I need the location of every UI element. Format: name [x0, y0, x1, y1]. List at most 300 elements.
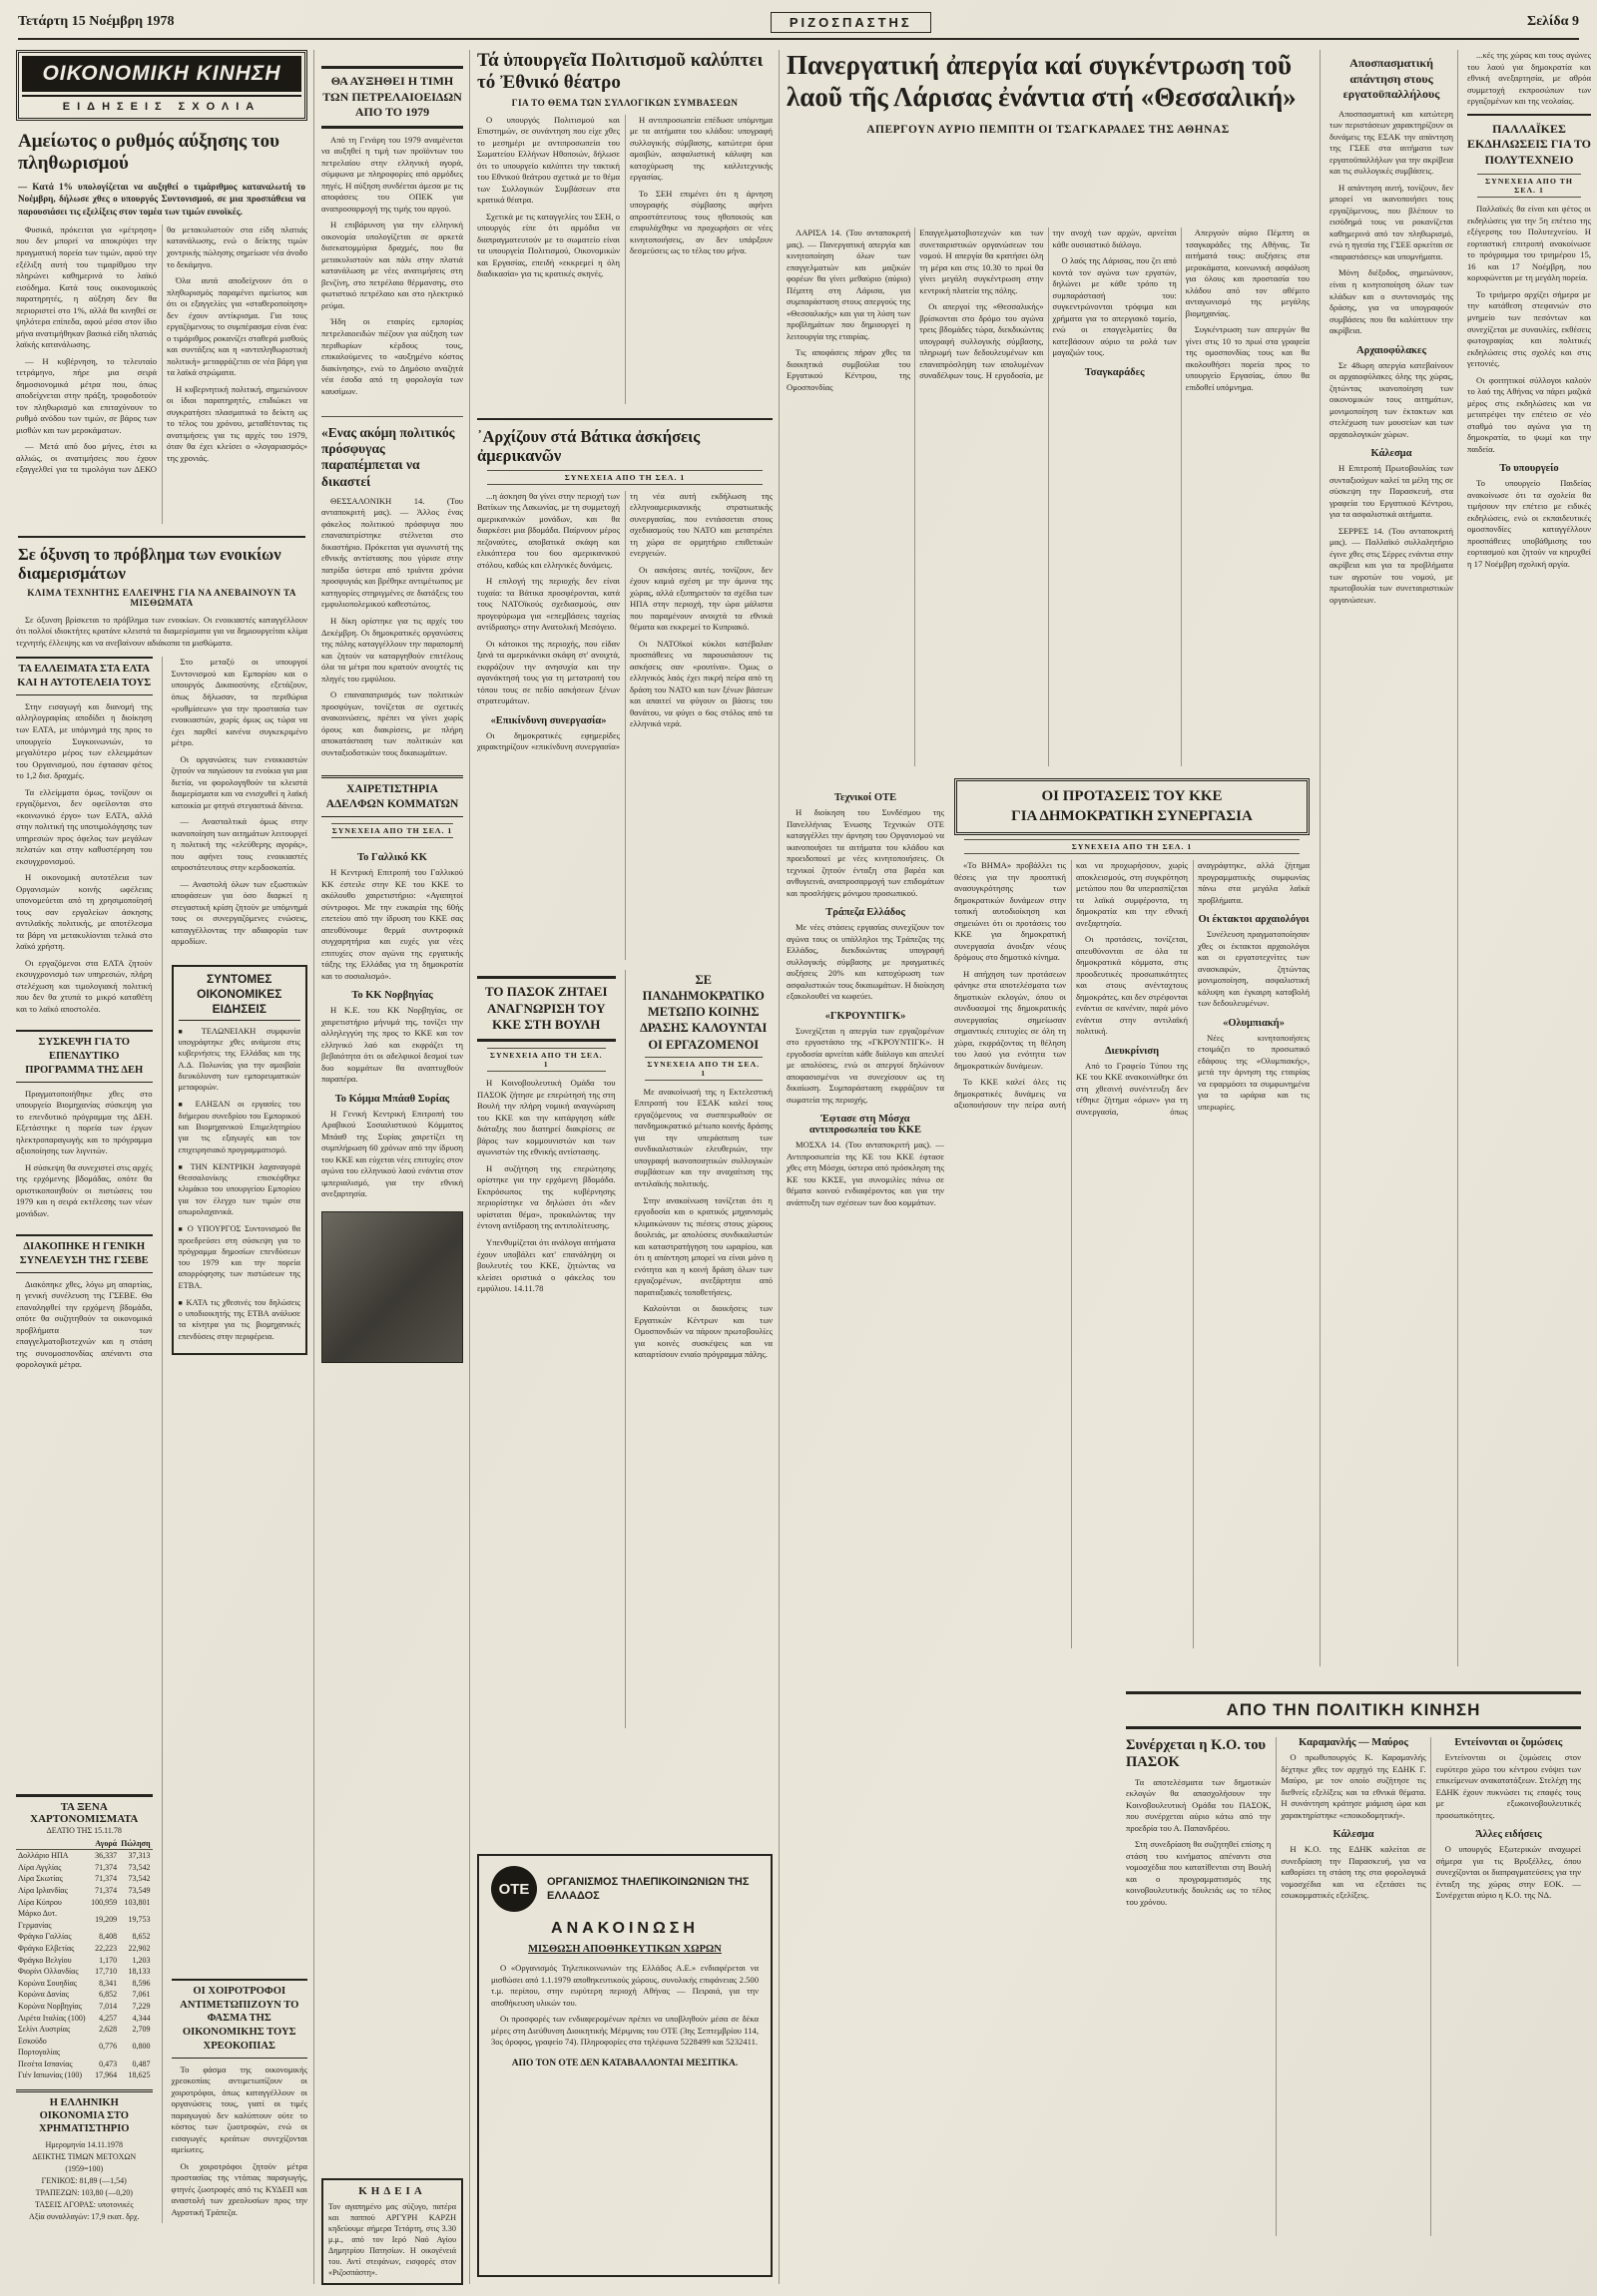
labor-news-strip — [787, 784, 944, 2275]
table-row — [16, 1966, 153, 1978]
greetings-section — [321, 990, 463, 1086]
fx-col-sell: Πώληση — [121, 1839, 151, 1849]
paragraph: — Η κυβέρνηση, το τελευταίο τετράμηνο, πήρε μια σειρά δημοσιονομικά μέτρα που, όπως αποδείχνεται στην πράξη, τροφοδοτούν τον πληθωρισμό και επιταχύνουν το ρυθμό ανόδου των τιμών, σε βάρος των μισθών και των μεροκάματων. — [16, 355, 157, 435]
article-theatre-kicker: ΓΙΑ ΤΟ ΘΕΜΑ ΤΩΝ ΣΥΛΛΟΓΙΚΩΝ ΣΥΜΒΑΣΕΩΝ — [511, 98, 739, 109]
article-rents-continued — [172, 657, 308, 952]
fx-currency-name: Κορώνα Νορβηγίας — [18, 2001, 82, 2011]
paragraph: Νέες κινητοποιήσεις ετοιμάζει το προσωπικό εδάφους της «Ολυμπιακής», μετά την άρνηση της εταιρίας να εφαρμόσει τα συμφωνημένα για τα ωράρια και τις υπερωρίες. — [1198, 1032, 1310, 1112]
list-item: ■ ΤΕΛΩΝΕΙΑΚΗ συμφωνία υπογράφτηκε χθες ανάμεσα στις κυβερνήσεις της Ελλάδας και της Λ.Δ. Πολωνίας για την αμοιβαία διευκόλυνση των εμπορευματικών μεταφορών. — [179, 1026, 301, 1094]
article-theatre-body — [477, 115, 773, 404]
section-head: Άλλες ειδήσεις — [1475, 1829, 1542, 1841]
strike-subhead: Τσαγκαράδες — [1084, 366, 1145, 378]
fx-table-rows — [16, 1850, 153, 2081]
paragraph: ΣΕΡΡΕΣ 14. (Του ανταποκριτή μας). — Παλλαϊκό συλλαλητήριο έγινε χθες στις Σέρρες ενάντια στην ακρίβεια και για τα προβλήματα των αγροτών του νομού, με πρωτοβουλία των συνεταιριστικών οργανώσεων. — [1330, 525, 1453, 605]
fx-currency-name: Λιρέτα Ιταλίας (100) — [18, 2013, 86, 2023]
paragraph: Στην ανακοίνωση τονίζεται ότι η εργοδοσία και ο κρατικός μηχανισμός κλιμακώνουν τις πιέσεις στους χώρους δουλειάς, με απολύσεις συνδικαλιστών και καταστρατήγηση του ωραρίου, και ότι η απάντηση μπορεί να είναι μόνο η ενότητα και η κοινή δράση όλων των εργαζομένων, ανεξάρτητα από παραταξιακές τοποθετήσεις. — [634, 1194, 773, 1297]
page-number: Σελίδα 9 — [1527, 14, 1579, 29]
masthead: ΡΙΖΟΣΠΑΣΤΗΣ — [771, 12, 931, 33]
article-pigfarmers — [172, 1969, 308, 2224]
funeral-title: ΚΗΔΕΙΑ — [358, 2184, 426, 2197]
article-pigfarmers-title: ΟΙ ΧΟΙΡΟΤΡΟΦΟΙ ΑΝΤΙΜΕΤΩΠΙΖΟΥΝ ΤΟ ΦΑΣΜΑ ΤΗΣ ΟΙΚΟΝΟΜΙΚΗΣ ΤΟΥΣ ΧΡΕΟΚΟΠΙΑΣ — [172, 1979, 308, 2059]
article-pigfarmers-body — [172, 2065, 308, 2219]
article-inflation-body — [16, 225, 307, 524]
paragraph: Η απάντηση αυτή, τονίζουν, δεν μπορεί να ικανοποιήσει τους εργαζόμενους, που βλέπουν το εισόδημά τους να ροκανίζεται καθημερινά από τον πληθωρισμό, ενώ η ηγεσία της ΓΣΕΕ αρκείται σε «παραστάσεις» και υπομνήματα. — [1330, 182, 1453, 261]
reply-paragraphs — [1330, 109, 1453, 337]
paragraph: Ο λαός της Λάρισας, που ζει από κοντά τον αγώνα των εργατών, δηλώνει με κάθε τρόπο τη συμπαράστασή του: συγκεντρώνονται τρόφιμα και χρήματα για το απεργιακό ταμείο, ενώ οι επαγγελματίες θα κατεβάσουν αύριο τα ρολά των μαγαζιών τους. — [1052, 255, 1177, 358]
article-refugee-title: «Ενας ακόμη πολιτικός πρόσφυγας παραπέμπεται να δικαστεί — [321, 416, 463, 490]
table-row — [16, 1873, 153, 1885]
paragraph: Πραγματοποιήθηκε χθες στο υπουργείο Βιομηχανίας σύσκεψη για το επενδυτικό πρόγραμμα της ΔΕΗ. Εξετάστηκε η πορεία των έργων ηλεκτροπαραγωγής και το πρόγραμμα αξιοποίησης των λιγνιτών. — [16, 1088, 153, 1156]
paragraph: — Αναστολή όλων των εξωστικών αποφάσεων για όσο διαρκεί η στεγαστική κρίση ζητούν με υπόμνημά τους οι συνεργαζόμενες ενώσεις, καταγγέλλοντας την αδιαφορία των αρμοδίων. — [171, 878, 307, 947]
paragraph: Οι εργαζόμενοι στα ΕΛΤΑ ζητούν εκσυγχρονισμό των υπηρεσιών, πλήρη στελέχωση και τιμολογιακή πολιτική που δεν θα χτυπά το μικρό καταθέτη και το λαϊκό αποστολέα. — [16, 957, 153, 1014]
paragraph: — Μετά από δυο μήνες, έτσι κι αλλιώς, οι ανατιμήσεις που έχουν εξαγγελθεί για τα τιμολόγια των ΔΕΚΟ θα μετακυλιστούν στα είδη πλατιάς κατανάλωσης, ενώ ο δείκτης τιμών χοντρικής πώλησης σημείωσε νέα άνοδο το δεκάμηνο. — [16, 224, 307, 475]
article-gsebe-title: ΔΙΑΚΟΠΗΚΕ Η ΓΕΝΙΚΗ ΣΥΝΕΛΕΥΣΗ ΤΗΣ ΓΣΕΒΕ — [16, 1234, 153, 1273]
fx-col-buy: Αγορά — [89, 1838, 119, 1850]
funeral-notice — [321, 2178, 463, 2285]
article-pasok-title: ΤΟ ΠΑΣΟΚ ΖΗΤΑΕΙ ΑΝΑΓΝΩΡΙΣΗ ΤΟΥ ΚΚΕ ΣΤΗ ΒΟΥΛΗ — [477, 976, 616, 1043]
article-polytechnio-title: ΠΑΛΛΑΪΚΕΣ ΕΚΔΗΛΩΣΕΙΣ ΓΙΑ ΤΟ ΠΟΛΥΤΕΧΝΕΙΟ — [1467, 114, 1591, 169]
paragraph: ΛΑΡΙΣΑ 14. (Του ανταποκριτή μας). — Πανεργατική απεργία και κινητοποίηση όλων των επαγγελματιών και μαζικών φορέων θα γίνει μεθαύριο (αύριο) Πέμπτη στη Λάρισα, για συμπαράσταση στους απεργούς της «Θεσσαλικής» και για τη λύση των προβλημάτων που δημιουργεί η λειτουργία της εταιρίας. — [787, 228, 911, 341]
continued-from-page-1: ΣΥΝΕΧΕΙΑ ΑΠΟ ΤΗ ΣΕΛ. 1 — [1477, 174, 1581, 198]
fx-sell-value: 8,652 — [132, 1932, 151, 1942]
article-elta-body — [16, 701, 153, 1020]
economic-banner-title: ΟΙΚΟΝΟΜΙΚΗ ΚΙΝΗΣΗ — [22, 56, 301, 92]
kke-section — [1198, 914, 1310, 1010]
paragraph: Η Επιτροπή Πρωτοβουλίας των συνταξιούχων καλεί τα μέλη της σε σύσκεψη την Παρασκευή, στα γραφεία του Εργατικού Κέντρου, για τα ασφαλιστικά αιτήματα. — [1330, 463, 1453, 520]
article-oil-title: ΘΑ ΑΥΞΗΘΕΙ Η ΤΙΜΗ ΤΩΝ ΠΕΤΡΕΛΑΙΟΕΙΔΩΝ ΑΠΟ ΤΟ 1979 — [321, 66, 463, 129]
paragraph: Ήδη οι εταιρίες εμπορίας πετρελαιοειδών πιέζουν για αύξηση των περιθωρίων κέρδους τους, επικαλούμενες το «αυξημένο κόστος διακίνησης», ενώ το Δημόσιο αναζητά νέα έσοδα από τη φορολογία των καυσίμων. — [321, 316, 463, 396]
article-pasok-body — [477, 1078, 616, 1294]
page-header — [18, 6, 1579, 40]
fx-currency-name: Φράγκο Βελγίου — [18, 1955, 72, 1965]
ote-title: ΑΝΑΚΟΙΝΩΣΗ — [551, 1920, 699, 1937]
fx-sell-value: 4,344 — [132, 2013, 151, 2023]
political-news-box — [1126, 1691, 1581, 2275]
shorts-items — [179, 1026, 301, 1342]
continued-from-page-1: ΣΥΝΕΧΕΙΑ ΑΠΟ ΤΗ ΣΕΛ. 1 — [645, 1057, 764, 1081]
stock-title: Η ΕΛΛΗΝΙΚΗ ΟΙΚΟΝΟΜΙΑ ΣΤΟ ΧΡΗΜΑΤΙΣΤΗΡΙΟ — [39, 2097, 130, 2135]
far-right-column-1 — [1320, 50, 1453, 1666]
paragraph: Οι ΝΑΤΟϊκοί κύκλοι κατέβαλαν προσπάθειες να παρουσιάσουν τις ασκήσεις σαν «ρουτίνα». Όμως ο ελληνικός λαός έχει πικρή πείρα από τη δράση του ΝΑΤΟ και των ξένων βάσεων και απαιτεί να φύγουν οι βάσεις του θανάτου, να φύγει ο 6ος στόλος από τα ελληνικά νερά. — [630, 638, 773, 729]
table-row — [16, 2069, 153, 2081]
article-greetings-title: ΧΑΙΡΕΤΙΣΤΗΡΙΑ ΑΔΕΛΦΩΝ ΚΟΜΜΑΤΩΝ — [321, 775, 463, 817]
paragraph: Από το Γραφείο Τύπου της ΚΕ του ΚΚΕ ανακοινώθηκε ότι στη χθεσινή συνέντευξη δεν τέθηκε ζήτημα «όρων» για τη συνεργασία, όπως αναγράφτηκε, αλλά ζήτημα προγραμματικής συμφωνίας πάνω στα μεγάλα λαϊκά προβλήματα. — [1076, 860, 1310, 1117]
paragraph: Οι χοιροτρόφοι ζητούν μέτρα προστασίας της ντόπιας παραγωγής, φτηνές ζωοτροφές από τις ΚΥΔΕΠ και αναστολή των χρεολυσίων προς την Αγροτική Τράπεζα. — [171, 2160, 307, 2217]
ote-logo: ΟΤΕ — [491, 1866, 537, 1912]
paragraph: Οι προσφορές των ενδιαφερομένων πρέπει να υποβληθούν μέσα σε δέκα μέρες στη Διεύθυνση Διοικητικής Μέριμνας του ΟΤΕ (3ης Σεπτεμβρίου 114, 3ος όροφος, γραφείο 74). Πληροφορίες στα τηλέφωνα 5228499 και 5232411. — [491, 2014, 759, 2048]
fx-sell-value: 73,549 — [128, 1885, 151, 1895]
polytechnio-paragraphs — [1467, 204, 1591, 455]
paragraph: ...κές της χώρας και τους αγώνες του λαού για δημοκρατία και εθνική ανεξαρτησία, με αθρόα συμμετοχή εκπροσώπων των εργαζομένων και της νεολαίας. — [1467, 50, 1591, 107]
paragraph: Με νέες στάσεις εργασίας συνεχίζουν τον αγώνα τους οι υπάλληλοι της Τράπεζας της Ελλάδος, διεκδικώντας υπογραφή συλλογικής σύμβασης με πραγματικές αυξήσεις 20% και κατοχύρωση των ασφαλιστικών τους δικαιωμάτων. Η διοίκηση εξακολουθεί να κωφεύει. — [787, 922, 944, 1002]
column-rule — [313, 50, 314, 2284]
fx-buy-value: 2,628 — [99, 2025, 118, 2035]
fx-sell-value: 18,133 — [128, 1967, 151, 1977]
table-row — [16, 1885, 153, 1897]
paragraph: Μόνη διέξοδος, σημειώνουν, είναι η κινητοποίηση όλων των κλάδων και ο συντονισμός της δράσης, για να υπογραφούν συμβάσεις που θα καλύπτουν την ακρίβεια. — [1330, 267, 1453, 336]
table-row — [16, 1943, 153, 1955]
fx-sell-value: 73,542 — [128, 1874, 151, 1884]
kke-title-line-1: ΟΙ ΠΡΟΤΑΣΕΙΣ ΤΟΥ ΚΚΕ — [1041, 788, 1223, 804]
labor-section — [787, 792, 944, 899]
paragraph: Το τριήμερο αρχίζει σήμερα με την κατάθεση στεφανιών στο μνημείο των πεσόντων και συνεχίζεται με συναυλίες, εκθέσεις φωτογραφίας και πολιτικές εκδηλώσεις στις σχολές και στις γειτονιές. — [1467, 288, 1591, 369]
fx-table — [16, 1838, 153, 2081]
fx-currency-name: Πεσέτα Ισπανίας — [18, 2059, 73, 2068]
article-vatika-title: ᾽Αρχίζουν στά Βάτικα ἀσκήσεις ἀμερικανῶν — [477, 418, 773, 466]
article-theatre-title: Τά ὑπουργεῖα Πολιτισμοῦ καλύπτει τό Ἐθνικό θέατρο — [477, 50, 764, 93]
mid-section — [477, 50, 773, 2285]
paragraph: Στην εισαγωγή και διανομή της αλληλογραφίας αποδίδει η διοίκηση των ΕΛΤΑ, με υπόμνημά της προς το υπουργείο Συγκοινωνιών, το μεγαλύτερο μέρος των ελλειμμάτων του Οργανισμού, που έφτασαν φέτος το 1,2 δισ. δραχμές. — [16, 700, 153, 781]
article-kke-proposals — [954, 778, 1310, 1681]
fx-buy-value: 0,776 — [99, 2042, 118, 2052]
list-item: ■ Ο ΥΠΟΥΡΓΟΣ Συντονισμού θα προεδρεύσει στη σύσκεψη για το πρόγραμμα δημοσίων επενδύσεων του 1979 και την πορεία απορρόφησης των πιστώσεων της ΕΤΒΑ. — [179, 1223, 301, 1291]
labor-section — [787, 1114, 944, 1208]
table-row — [16, 1931, 153, 1943]
paragraph: Υπενθυμίζεται ότι ανάλογα αιτήματα έχουν υποβάλει κατ' επανάληψη οι βουλευτές του ΚΚΕ, ζητώντας να κλείσει οριστικά ο φάκελος του εμφύλιου. 14.11.78 — [477, 1237, 616, 1294]
economic-banner-subtitle: ΕΙΔΗΣΕΙΣ ΣΧΟΛΙΑ — [22, 95, 301, 115]
greetings-section — [321, 1094, 463, 1200]
paragraph: Το ΣΕΗ επιμένει ότι η άρνηση υπογραφής σύμβασης αφήνει απροστάτευτους τους ηθοποιούς και επιφυλάχθηκε να προχωρήσει σε νέες κινητοποιήσεις, αν δεν υπάρξουν δεσμεύσεις ως το τέλος του μήνα. — [630, 188, 773, 256]
fx-sell-value: 0,487 — [132, 2059, 151, 2068]
continued-from-page-1: ΣΥΝΕΧΕΙΑ ΑΠΟ ΤΗ ΣΕΛ. 1 — [964, 839, 1300, 854]
paragraph: Τις αποφάσεις πήραν χθες τα διοικητικά συμβούλια του Εργατικού Κέντρου, της Ομοσπονδίας Επαγγελματοβιοτεχνών και των συνεταιριστικών οργανώσεων του νομού. Η απεργία θα κρατήσει όλη τη μέρα και στις 10.30 το πρωί θα γίνει μεγάλη συγκέντρωση στην κεντρική πλατεία της πόλης. — [787, 228, 1044, 392]
labor-section — [787, 1011, 944, 1107]
paragraph: Η Κοινοβουλευτική Ομάδα του ΠΑΣΟΚ ζήτησε με επερώτησή της στη Βουλή την πλήρη νομική αναγνώριση του ΚΚΕ και την κατάργηση κάθε διάταξης που διατηρεί διακρίσεις σε βάρος των κομμουνιστών και των αγωνιστών της εθνικής αντίστασης. — [477, 1078, 616, 1157]
fx-buy-value: 4,257 — [99, 2013, 118, 2023]
table-row — [16, 2001, 153, 2013]
stock-line: ΤΡΑΠΕΖΩΝ: 103,80 (—0,20) — [35, 2188, 133, 2198]
article-kke-body — [954, 860, 1310, 1648]
fx-sell-value: 37,313 — [128, 1851, 151, 1861]
political-section — [1281, 1829, 1425, 1902]
fx-sell-value: 73,542 — [128, 1862, 151, 1872]
table-row — [16, 1897, 153, 1909]
paragraph: Ο «Οργανισμός Τηλεπικοινωνιών της Ελλάδος Α.Ε.» ενδιαφέρεται να μισθώσει από 1.1.1979 αποθηκευτικούς χώρους, συνολικής επιφάνειας 2.500 τ.μ. περίπου, στην ευρύτερη περιοχή Αθήνας — Πειραιά, για την αποθήκευση υλικών του. — [491, 1963, 759, 2008]
continued-from-page-1: ΣΥΝΕΧΕΙΑ ΑΠΟ ΤΗ ΣΕΛ. 1 — [331, 823, 453, 838]
fx-col-currency — [16, 1838, 89, 1850]
paragraph: Σε όξυνση βρίσκεται το πρόβλημα των ενοικίων. Οι ενοικιαστές καταγγέλλουν ότι πολλοί ιδιοκτήτες κρατάνε κλειστά τα διαμερίσματα για να δημιουργείται κλίμα τεχνητής έλλειψης και να ανεβαίνουν αδιάκοπα τα μισθώματα. — [16, 614, 307, 648]
continued-from-page-1: ΣΥΝΕΧΕΙΑ ΑΠΟ ΤΗ ΣΕΛ. 1 — [487, 1048, 606, 1072]
paragraph: Η Κ.Ο. της ΕΔΗΚ καλείται σε συνεδρίαση την Παρασκευή, για να καθορίσει τη στάση της στα φορολογικά νομοσχέδια και να εξετάσει τις εσωκομματικές εξελίξεις. — [1281, 1844, 1426, 1901]
section-head: Το υπουργείο — [1499, 463, 1559, 475]
paragraph: Ο υπουργός Εξωτερικών αναχωρεί σήμερα για τις Βρυξέλλες, όπου συνεχίζονται οι διαπραγματεύσεις για την ένταξη της χώρας στην ΕΟΚ. — Συνέρχεται αύριο η Κ.Ο. της ΝΔ. — [1435, 1844, 1581, 1901]
paragraph: Οι οργανώσεις των ενοικιαστών ζητούν να παγώσουν τα ενοίκια για μια διετία, να φορολογηθούν τα κλειστά διαμερίσματα και να ενισχυθεί η λαϊκή κατοικία με φτηνά στεγαστικά δάνεια. — [171, 753, 307, 810]
political-sections — [1281, 1737, 1581, 1911]
paragraph: Η επιλογή της περιοχής δεν είναι τυχαία: τα Βάτικα προσφέρονται, κατά τους ΝΑΤΟϊκούς σχεδιασμούς, σαν προγεφύρωμα για «επεμβάσεις ταχείας αντίδρασης» στην Ανατολική Μεσόγειο. — [477, 576, 620, 633]
table-row — [16, 1862, 153, 1874]
fx-currency-name: Λίρα Σκωτίας — [18, 1874, 63, 1884]
economic-subcolumns — [16, 657, 307, 2223]
paragraph: Σχετικά με τις καταγγελίες του ΣΕΗ, ο υπουργός είπε ότι αρμόδια να διαπραγματευτούν με το σωματείο είναι τα υπουργεία Πολιτισμού, Οικονομικών και Εργασίας, επειδή «εκκρεμεί η όλη διαδικασία» για τις κρατικές σκηνές. — [477, 211, 620, 279]
paragraph: Η Κ.Ε. του ΚΚ Νορβηγίας, σε χαιρετιστήριο μήνυμά της, τονίζει την αλληλεγγύη της προς το ΚΚΕ και τον ελληνικό λαό και εκφράζει τη βεβαιότητα ότι οι αδελφικοί δεσμοί των δυο κομμάτων θα αναπτυχθούν παραπέρα. — [321, 1005, 463, 1085]
fx-buy-value: 17,964 — [95, 2070, 118, 2080]
section-head: Κάλεσμα — [1370, 448, 1412, 460]
fx-sell-value: 0,800 — [132, 2042, 151, 2052]
greetings-section — [321, 852, 463, 982]
fx-buy-value: 8,408 — [99, 1932, 118, 1942]
paragraph: Ο πρωθυπουργός Κ. Καραμανλής δέχτηκε χθες τον αρχηγό της ΕΔΗΚ Γ. Μαύρο, με τον οποίο συζήτησε τις διεθνείς εξελίξεις και τα εθνικά θέματα. Η συνάντηση κράτησε μιάμιση ώρα και χαρακτηρίστηκε «εποικοδομητική». — [1281, 1752, 1426, 1820]
paragraph: Οι δημοκρατικές εφημερίδες χαρακτηρίζουν «επικίνδυνη συνεργασία» τη νέα αυτή εκδήλωση της ελληνοαμερικανικής στρατιωτικής συνεργασίας, που εντάσσεται στους σχεδιασμούς του ΝΑΤΟ και μετατρέπει τη χώρα σε ορμητήριο επιθετικών ενεργειών. — [477, 490, 773, 752]
paragraph: Στο μεταξύ οι υπουργοί Συντονισμού και Εμπορίου και ο υπουργός Δικαιοσύνης εξετάζουν, όπως δήλωσαν, τα περιθώρια «ρυθμίσεων» για την προστασία των ενοικιαστών, χωρίς όμως ως τώρα να έχει παρθεί κανένα συγκεκριμένο μέτρο. — [171, 657, 307, 748]
paragraph: Το φάσμα της οικονομικής χρεοκοπίας αντιμετωπίζουν οι χοιροτρόφοι, όπως καταγγέλλουν οι οργανώσεις τους, γιατί οι τιμές παραγωγού δεν καλύπτουν ούτε το κόστος των ζωοτροφών, ενώ οι εισαγωγές κρεάτων συνεχίζονται αμείωτες. — [171, 2064, 307, 2155]
paragraph: Συνέλευση πραγματοποίησαν χθες οι έκτακτοι αρχαιολόγοι και οι εργατοτεχνίτες των ανασκαφών, ζητώντας μονιμοποίηση, ασφαλιστική κάλυψη και έγκαιρη καταβολή των δεδουλευμένων. — [1198, 929, 1310, 1009]
ote-subtitle: ΜΙΣΘΩΣΗ ΑΠΟΘΗΚΕΥΤΙΚΩΝ ΧΩΡΩΝ — [528, 1944, 722, 1955]
paragraph: Η δίκη ορίστηκε για τις αρχές του Δεκέμβρη. Οι δημοκρατικές οργανώσεις της πόλης καταγγέλλουν την παραπομπή και ζητούν να καταργηθούν επιτέλους όλα τα μέτρα που κρατούν ανοιχτές τις πληγές του εμφύλιου. — [321, 615, 463, 684]
economic-section — [16, 50, 307, 2285]
ote-footer: ΑΠΟ ΤΟΝ ΟΤΕ ΔΕΝ ΚΑΤΑΒΑΛΛΟΝΤΑΙ ΜΕΣΙΤΙΚΑ. — [511, 2058, 739, 2068]
fx-table-bulletin: ΔΕΛΤΙΟ ΤΗΣ 15.11.78 — [46, 1826, 122, 1836]
political-box-body — [1126, 1737, 1581, 2236]
paragraph: Οι φοιτητικοί σύλλογοι καλούν το λαό της Αθήνας να πάρει μαζικά μέρος στις εκδηλώσεις και να μετατρέψει την επέτειο σε νέο σταθμό του αγώνα για τη δημοκρατία, το ψωμί και την παιδεία. — [1467, 374, 1591, 454]
paragraph: Το ΚΚΕ καλεί όλες τις δημοκρατικές δυνάμεις να αξιοποιήσουν την πείρα αυτή και να προχωρήσουν, χωρίς αποκλεισμούς, στη συγκρότηση μετώπου που θα υπερασπίζεται τα λαϊκά συμφέροντα, τη δημοκρατία και την εθνική ανεξαρτησία. — [954, 860, 1188, 1111]
section-head: Έφτασε στη Μόσχα αντιπροσωπεία του ΚΚΕ — [808, 1114, 922, 1137]
stock-line: ΤΑΣΕΙΣ ΑΓΟΡΑΣ: υποτονικές — [34, 2200, 134, 2210]
reply-section — [1330, 448, 1453, 521]
article-pasok-group-title: Συνέρχεται η Κ.Ο. του ΠΑΣΟΚ — [1126, 1737, 1266, 1771]
paragraph: Ο επαναπατρισμός των πολιτικών προσφύγων, τονίζεται σε σχετικές ανακοινώσεις, πρέπει να γίνει χωρίς όρους και διακρίσεις, με πλήρη αποκατάσταση των πολιτικών και συνταξιοδοτικών τους δικαιωμάτων. — [321, 689, 463, 757]
fx-buy-value: 1,170 — [99, 1955, 118, 1965]
fx-sell-value: 8,596 — [132, 1978, 151, 1988]
vatika-paragraphs-1 — [477, 491, 620, 707]
article-strike-title: Πανεργατική ἀπεργία καί συγκέντρωση τοῦ λαοῦ τῆς Λάρισας ἐνάντια στή «Θεσσαλική» — [787, 50, 1297, 112]
section-head: «Ολυμπιακή» — [1223, 1017, 1285, 1029]
article-gsebe-body — [16, 1279, 153, 1376]
paragraph: «Το ΒΗΜΑ» προβάλλει τις θέσεις για την προοπτική ανασυγκρότησης των δημοκρατικών δυνάμεων στην τοπική αυτοδιοίκηση και σημειώνει ότι οι προτάσεις του ΚΚΕ για δημοκρατική συνεργασία άνοιξαν νέους δρόμους στο δημοτικό κίνημα. — [954, 860, 1066, 963]
economic-section-banner — [16, 50, 307, 121]
fx-sell-value: 18,625 — [128, 2070, 151, 2080]
reply-tail — [1330, 526, 1453, 607]
section-head: Οι έκτακτοι αρχαιολόγοι — [1198, 914, 1310, 926]
section-head: Διευκρίνιση — [1104, 1045, 1160, 1057]
stock-line: ΓΕΝΙΚΟΣ: 81,89 (—1,54) — [41, 2176, 127, 2186]
paragraph: Καλούνται οι διοικήσεις των Εργατικών Κέντρων και των Ομοσπονδιών να πάρουν πρωτοβουλίες για κοινές συσκέψεις και να καταρτίσουν ενιαίο πρόγραμμα πάλης. — [634, 1303, 773, 1360]
fx-currency-name: Φράγκο Ελβετίας — [18, 1943, 75, 1953]
fx-table-block — [16, 1794, 153, 2081]
article-kke-title — [954, 778, 1310, 835]
fx-sell-value: 22,902 — [128, 1943, 151, 1953]
paragraph: Η Γενική Κεντρική Επιτροπή του Αραβικού Σοσιαλιστικού Κόμματος Μπάαθ της Συρίας χαιρετίζει τη συμπλήρωση 60 χρόνων από την ίδρυση του ΚΚΕ και εύχεται νέες επιτυχίες στον αγώνα του ελληνικού λαού ενάντια στον ιμπεριαλισμό, για την εθνική ανεξαρτησία. — [321, 1108, 463, 1199]
list-item: ■ ΕΛΗΞΑΝ οι εργασίες του διήμερου συνεδρίου του Εμπορικού και Βιομηχανικού Επιμελητηρίου για τις εξαγωγές και τον επιχειρησιακό προγραμματισμό. — [179, 1099, 301, 1154]
fx-currency-name: Γιέν Ιαπωνίας (100) — [18, 2070, 83, 2080]
article-elta-title: ΤΑ ΕΛΛΕΙΜΑΤΑ ΣΤΑ ΕΛΤΑ ΚΑΙ Η ΑΥΤΟΤΕΛΕΙΑ ΤΟΥΣ — [16, 657, 153, 695]
paragraph: ΜΟΣΧΑ 14. (Του ανταποκριτή μας). — Αντιπροσωπεία της ΚΕ του ΚΚΕ έφτασε χθες στη Μόσχα, ύστερα από πρόσκληση της ΚΕ του ΚΚΣΕ, για συνομιλίες πάνω σε θέματα κοινού ενδιαφέροντος και για την ανάπτυξη των σχέσεων των δυο κομμάτων. — [787, 1140, 944, 1207]
section-head: Καραμανλής — Μαύρος — [1299, 1737, 1408, 1748]
fx-buy-value: 22,223 — [95, 1943, 118, 1953]
right-section — [787, 50, 1591, 2285]
table-row — [16, 1978, 153, 1990]
article-rents-body — [16, 615, 307, 650]
article-inflation-title: Αμείωτος ο ρυθμός αύξησης του πληθωρισμού — [18, 131, 279, 174]
fx-buy-value: 71,374 — [95, 1885, 118, 1895]
paragraph: Στη συνεδρίαση θα συζητηθεί επίσης η στάση του κινήματος απέναντι στα νομοσχέδια που κατατίθενται στη Βουλή και ο προγραμματισμός της κοινοβουλευτικής δουλειάς ως το τέλος του χρόνου. — [1126, 1839, 1272, 1907]
paragraph: Η συζήτηση της επερώτησης ορίστηκε για την ερχόμενη βδομάδα. Εκπρόσωπος της κυβέρνησης περιορίστηκε να δηλώσει ότι «δεν υφίσταται θέμα», προκαλώντας την έντονη αντίδραση της αντιπολίτευσης. — [477, 1162, 616, 1231]
strike-paragraphs-2 — [1186, 228, 1310, 393]
section-head: Το Κόμμα Μπάαθ Συρίας — [334, 1093, 450, 1105]
fx-sell-value: 7,061 — [132, 1990, 151, 2000]
fx-buy-value: 71,374 — [95, 1874, 118, 1884]
table-row — [16, 1989, 153, 2001]
fx-buy-value: 8,341 — [99, 1978, 118, 1988]
paragraph: Φυσικά, πρόκειται για «μέτρηση» που δεν μπορεί να αποκρύψει την πραγματική πορεία των τιμών, αφού την εξέλιξη αυτή του τιμαρίθμου την πληρώνει καθημερινά το λαϊκό εισόδημα. Κατά τους οικονομικούς παρατηρητές, η αύξηση δεν θα περιοριστεί στο 1%, αλλά θα κινηθεί σε ψηλότερα επίπεδα, αφού μέσα στον ίδιο μήνα ανατιμήθηκαν βασικά είδη πλατιάς λαϊκής κατανάλωσης. — [16, 224, 157, 350]
labor-section — [787, 907, 944, 1003]
page-date: Τετάρτη 15 Νοέμβρη 1978 — [18, 14, 175, 29]
paragraph: Παλλαϊκές θα είναι και φέτος οι εκδηλώσεις για την 5η επέτειο της εξέγερσης του Πολυτεχνείου. Η εορταστική επιτροπή ανακοίνωσε το πρόγραμμα του τριημέρου 15, 16 και 17 Νοέμβρη, που κορυφώνεται με τη μεγάλη πορεία. — [1467, 204, 1591, 283]
table-row — [16, 2024, 153, 2036]
political-section — [1281, 1737, 1425, 1821]
economic-subcolumn-a — [16, 657, 162, 2223]
stock-line: Ημερομηνία 14.11.1978 — [45, 2140, 124, 2150]
greetings-sections — [321, 844, 463, 1205]
mid-lower-left — [477, 970, 625, 1728]
list-item: ■ ΤΗΝ ΚΕΝΤΡΙΚΗ λαχαναγορά Θεσσαλονίκης επισκέφθηκε κλιμάκιο του υπουργείου Εμπορίου για τον έλεγχο των τιμών στα οπωρολαχανικά. — [179, 1161, 301, 1217]
paragraph: Οι ασκήσεις αυτές, τονίζουν, δεν έχουν καμιά σχέση με την άμυνα της χώρας, αλλά εξυπηρετούν τα σχέδια των ΗΠΑ στην περιοχή, την ώρα μάλιστα που παραμένουν ανοιχτά τα εθνικά θέματα και εκκρεμεί το Κυπριακό. — [630, 564, 773, 633]
fx-table-title: ΤΑ ΞΕΝΑ ΧΑΡΤΟΝΟΜΙΣΜΑΤΑ — [16, 1794, 153, 1825]
paragraph: Συγκέντρωση των απεργών θα γίνει στις 10 το πρωί στα γραφεία της ομοσπονδίας τους και θα ακολουθήσει πορεία προς το υπουργείο Εργασίας, όπου θα επιδοθεί υπόμνημα. — [1185, 324, 1310, 392]
kke-section — [1198, 1018, 1310, 1114]
fx-currency-name: Λίρα Κύπρου — [18, 1897, 62, 1907]
paragraph: Εντείνονται οι ζυμώσεις στον ευρύτερο χώρο του κέντρου ενόψει των επικείμενων ανακατατάξεων. Στελέχη της ΕΔΗΚ έχουν πυκνώσει τις επαφές τους με εξωκοινοβουλευτικές προσωπικότητες. — [1435, 1752, 1581, 1820]
article-strike-kicker: ΑΠΕΡΓΟΥΝ ΑΥΡΙΟ ΠΕΜΠΤΗ ΟΙ ΤΣΑΓΚΑΡΑΔΕΣ ΤΗΣ ΑΘΗΝΑΣ — [866, 123, 1230, 136]
fx-sell-value: 103,801 — [124, 1897, 151, 1907]
paragraph: Το υπουργείο Παιδείας ανακοίνωσε ότι τα σχολεία θα τιμήσουν την επέτειο με ειδικές εκδηλώσεις, ενώ οι εκπαιδευτικές ομοσπονδίες καταγγέλλουν προσπάθειες υποβάθμισης του εορτασμού και ζητούν να κηρυχθεί η 17 Νοέμβρη σχολική αργία. — [1467, 478, 1591, 569]
fx-currency-name: Κορώνα Σουηδίας — [18, 1978, 77, 1988]
paragraph: Ο υπουργός Πολιτισμού και Επιστημών, σε συνάντηση που είχε χθες το μεσημέρι με αντιπροσωπεία του Σωματείου Ελλήνων Ηθοποιών, δήλωσε ότι το υπουργείο καλύπτει την τακτική του Εθνικού θεάτρου σχετικά με το θέμα των Συλλογικών Συμβάσεων στα κρατικά θέατρα. — [477, 114, 620, 206]
fx-sell-value: 19,753 — [128, 1914, 151, 1924]
poly-pre-paragraphs — [1467, 50, 1591, 108]
political-paragraphs — [1126, 1777, 1271, 1909]
polytechnio-sections — [1467, 463, 1591, 570]
fx-sell-value: 2,709 — [132, 2025, 151, 2035]
article-refugee-body — [321, 496, 463, 763]
ote-announcement — [477, 1854, 773, 2277]
shorts-box — [172, 965, 308, 1355]
political-section — [1436, 1737, 1581, 1821]
far-right-column-2 — [1457, 50, 1591, 1666]
paragraph: ...η άσκηση θα γίνει στην περιοχή των Βατίκων της Λακωνίας, με τη συμμετοχή αμερικανικών μονάδων, και θα διαρκέσει μια βδομάδα. Παίρνουν μέρος πεζοναύτες, αποβατικά σκάφη και ελικόπτερα του 6ου αμερικανικού στόλου, καθώς και ελληνικές δυνάμεις. — [477, 490, 620, 570]
photo — [321, 1211, 463, 1363]
article-vatika-body — [477, 491, 773, 960]
economic-subcolumn-b — [162, 657, 308, 2223]
paragraph: Τα ελλείμματα όμως, τονίζουν οι εργαζόμενοι, δεν οφείλονται στο «κοινωνικό έργο» των ΕΛΤΑ, αλλά στην πολιτική της υποτιμολόγησης των υπηρεσιών προς όφελος των μεγάλων πελατών και στην καθυστέρηση του εκσυγχρονισμού. — [16, 786, 153, 866]
continued-from-page-1: ΣΥΝΕΧΕΙΑ ΑΠΟ ΤΗ ΣΕΛ. 1 — [487, 470, 763, 485]
section-head: Το Γαλλικό ΚΚ — [357, 852, 427, 864]
table-row — [16, 2059, 153, 2070]
paragraph: Σε 48ωρη απεργία κατεβαίνουν οι αρχαιοφύλακες όλης της χώρας, ζητώντας ικανοποίηση των οικονομικών τους αιτημάτων, μονιμοποίηση των έκτακτων και στελέχωση των μουσείων και των αρχαιολογικών χώρων. — [1330, 359, 1453, 439]
paragraph: Η κυβερνητική πολιτική, σημειώνουν οι ίδιοι παρατηρητές, επιδιώκει να συγκρατήσει πλασματικά το δείκτη ως το τέλος του χρόνου, μεταθέτοντας τις ανατιμήσεις για τις αρχές του 1979, όταν θα έχει κλείσει ο «λογαριασμός» της χρονιάς. — [167, 383, 307, 463]
paragraph: Συνεχίζεται η απεργία των εργαζομένων στο εργοστάσιο της «ΓΚΡΟΥΝΤΙΓΚ». Η εργοδοσία αρνείται κάθε διάλογο και απειλεί με απολύσεις, ενώ οι απεργοί δηλώνουν αποφασισμένοι να συνεχίσουν ως τη δικαίωση. Συμπαράσταση εκφράζουν τα σωματεία της περιοχής. — [787, 1025, 944, 1105]
fx-currency-name: Δολλάριο ΗΠΑ — [18, 1851, 69, 1861]
fx-sell-value: 1,203 — [132, 1955, 151, 1965]
section-head: «ΓΚΡΟΥΝΤΙΓΚ» — [824, 1010, 906, 1022]
column-rule — [469, 50, 470, 2284]
article-vatika-subhead: «Επικίνδυνη συνεργασία» — [490, 714, 607, 726]
fx-currency-name: Φιορίνι Ολλανδίας — [18, 1967, 79, 1977]
third-column — [321, 50, 463, 2285]
fx-currency-name: Μάρκο Δυτ. Γερμανίας — [18, 1909, 58, 1930]
table-row — [16, 2013, 153, 2025]
fx-buy-value: 100,959 — [91, 1897, 118, 1907]
section-head: Εντείνονται οι ζυμώσεις — [1454, 1737, 1563, 1748]
paragraph: Η διοίκηση του Συνδέσμου της Πανελλήνιας Ένωσης Τεχνικών ΟΤΕ καταγγέλλει την άρνηση του Οργανισμού να ικανοποιήσει τα αιτήματα του κλάδου και προειδοποιεί με νέες κινητοποιήσεις. Οι τεχνικοί ζητούν ένταξη στα βαρέα και ανθυγιεινά, αναπροσαρμογή των επιδομάτων και προσλήψεις μόνιμου προσωπικού. — [787, 807, 944, 898]
article-oil-body — [321, 135, 463, 402]
labor-sections — [787, 792, 944, 1208]
article-rents-kicker: ΚΛΙΜΑ ΤΕΧΝΗΤΗΣ ΕΛΛΕΙΨΗΣ ΓΙΑ ΝΑ ΑΝΕΒΑΙΝΟΥΝ ΤΑ ΜΙΣΘΩΜΑΤΑ — [27, 588, 296, 609]
section-head: Τεχνικοί ΟΤΕ — [833, 792, 897, 803]
stock-line: Αξία συναλλαγών: 17,9 εκατ. δρχ. — [29, 2212, 140, 2222]
political-section — [1436, 1829, 1581, 1902]
paragraph: Από τη Γενάρη του 1979 αναμένεται να αυξηθεί η τιμή των προϊόντων του πετρελαίου στην ελληνική αγορά, σύμφωνα με πληροφορίες από αρμόδιες πηγές. Η αύξηση συνδέεται άμεσα με τις αποφάσεις του ΟΠΕΚ για αναπροσαρμογή της τιμής του αργού. — [321, 134, 463, 214]
reply-sections — [1330, 345, 1453, 521]
paragraph: Η απήχηση των προτάσεων φάνηκε στα αποτελέσματα των δημοτικών εκλογών, όπου οι συνδυασμοί της δημοκρατικής συνεργασίας σημείωσαν σημαντικές επιτυχίες σε όλη τη χώρα, εκφράζοντας τη θέληση του λαού για ενότητα των δημοκρατικών δυνάμεων. — [954, 968, 1066, 1071]
list-item: ■ ΚΑΤΑ τις χθεσινές του δηλώσεις ο υποδιοικητής της ΕΤΒΑ ανάλυσε τα κίνητρα για τις βιομηχανικές επενδύσεις στην περιφέρεια. — [179, 1297, 301, 1342]
fx-currency-name: Λίρα Αγγλίας — [18, 1862, 62, 1872]
fx-sell-value: 7,229 — [132, 2001, 151, 2011]
mid-lower-right — [625, 970, 774, 1728]
column-rule — [779, 50, 780, 2284]
article-rents-title: Σε όξυνση το πρόβλημα των ενοικίων διαμερισμάτων — [18, 536, 305, 584]
paragraph: Η σύσκεψη θα συνεχιστεί στις αρχές της ερχόμενης βδομάδας, οπότε θα οριστικοποιηθούν οι πιστώσεις του 1979 και η σειρά εκτέλεσης των νέων μονάδων. — [16, 1161, 153, 1218]
fx-currency-name: Κορώνα Δανίας — [18, 1990, 69, 2000]
paragraph: Η Κεντρική Επιτροπή του Γαλλικού ΚΚ έστειλε στην ΚΕ του ΚΚΕ το ακόλουθο χαιρετιστήριο: «Αγαπητοί σύντροφοι. Με την ευκαιρία της 60ής επετείου από την ίδρυση του ΚΚΕ σας απευθύνουμε θερμά συντροφικά συγχαρητήρια και ευχές για νέες επιτυχίες στον αγώνα της εργατικής τάξης της Ελλάδας για τη δημοκρατία και το σοσιαλισμό». — [321, 867, 463, 981]
paragraph: Η επιβάρυνση για την ελληνική οικονομία υπολογίζεται σε αρκετά δισεκατομμύρια δραχμές, που θα μετακυλιστούν και πάλι στην πλατιά κατανάλωση με νέες ανατιμήσεις στη βενζίνη, στο πετρέλαιο θέρμανσης, στο φωτιστικό πετρέλαιο και στο ηλεκτρικό ρεύμα. — [321, 220, 463, 310]
paragraph: Διακόπηκε χθες, λόγω μη απαρτίας, η γενική συνέλευση της ΓΣΕΒΕ. Θα επαναληφθεί την ερχόμενη βδομάδα, οπότε θα συζητηθούν τα οικονομικά προβλήματα των επαγγελματοβιοτεχνών και η στάση της συνομοσπονδίας απέναντι στα φορολογικά μέτρα. — [16, 1278, 153, 1370]
paragraph: Η αντιπροσωπεία επέδωσε υπόμνημα με τα αιτήματα του κλάδου: υπογραφή συλλογικής σύμβασης, κατώτερα όρια αμοιβών, ασφαλιστική κάλυψη και κατοχύρωση της καλλιτεχνικής εργασίας. — [630, 114, 773, 183]
ote-header — [491, 1866, 759, 1912]
paragraph: Οι κάτοικοι της περιοχής, που είδαν ξανά τα αμερικάνικα σκάφη στ' ανοιχτά, εκφράζουν την ανησυχία και την αγανάκτησή τους για τη μετατροπή του τόπου τους σε πεδίο ασκήσεων ξένων στρατευμάτων. — [477, 638, 620, 706]
paragraph: — Ανασταλτικά όμως στην ικανοποίηση των αιτημάτων λειτουργεί η πολιτική της «ελεύθερης αγοράς», που αφήνει τους ενοικιαστές απροστάτευτους στην κερδοσκοπία. — [171, 816, 307, 873]
reply-section — [1330, 345, 1453, 441]
fx-buy-value: 36,337 — [95, 1851, 118, 1861]
paragraph: Οι απεργοί της «Θεσσαλικής» βρίσκονται στο δρόμο του αγώνα τρεις βδομάδες τώρα, διεκδικώντας υπογραφή συλλογικής σύμβασης, πληρωμή των δεδουλευμένων και επαναπρόσληψη των απολυμένων συναδέλφων τους. Η εργοδοσία, με την ανοχή των αρχών, αρνείται κάθε ουσιαστικό διάλογο. — [919, 228, 1177, 381]
paragraph: Τα αποτελέσματα των δημοτικών εκλογών θα απασχολήσουν την Κοινοβουλευτική Ομάδα του ΠΑΣΟΚ, που συνέρχεται αύριο κάτω από την προεδρία του Α. Παπανδρέου. — [1126, 1776, 1272, 1833]
fx-buy-value: 0,473 — [99, 2059, 118, 2068]
table-row — [16, 1955, 153, 1967]
fx-currency-name: Σελίνι Αυστρίας — [18, 2025, 71, 2035]
fx-buy-value: 19,209 — [95, 1914, 118, 1924]
fx-currency-name: Λίρα Ιρλανδίας — [18, 1885, 68, 1895]
article-dei-body — [16, 1089, 153, 1225]
fx-buy-value: 7,014 — [99, 2001, 118, 2011]
paragraph: Η οικονομική αυτοτέλεια των Οργανισμών κοινής ωφέλειας υπονομεύεται από τη χρησιμοποίησή τους σαν εργαλείων άσκησης αντιλαϊκής πολιτικής, με αποτέλεσμα τα βάρη να μετακυλίονται τελικά στο λαϊκό χρήστη. — [16, 872, 153, 952]
table-row — [16, 2036, 153, 2059]
fx-currency-name: Εσκούδο Πορτογαλίας — [18, 2036, 61, 2058]
table-row — [16, 1908, 153, 1931]
political-box-title: ΑΠΟ ΤΗΝ ΠΟΛΙΤΙΚΗ ΚΙΝΗΣΗ — [1126, 1691, 1581, 1729]
article-strike-body — [787, 228, 1310, 766]
stock-line: ΔΕΙΚΤΗΣ ΤΙΜΩΝ ΜΕΤΟΧΩΝ (1959=100) — [32, 2152, 137, 2174]
table-row — [16, 1850, 153, 1862]
stock-market-block — [16, 2089, 153, 2223]
section-head: Κάλεσμα — [1332, 1829, 1374, 1841]
paragraph: ΘΕΣΣΑΛΟΝΙΚΗ 14. (Του ανταποκριτή μας). — Άλλος ένας φάκελος πολιτικού πρόσφυγα που επαναπατρίστηκε στέλνεται στο δικαστήριο. Πρόκειται για αγωνιστή της εθνικής αντίστασης που γύρισε στην πατρίδα ύστερα από τριάντα χρόνια προσφυγιάς και βρέθηκε αντιμέτωπος με κατηγορίες στηριγμένες σε διατάξεις του εμφυλιοπολεμικού καθεστώτος. — [321, 495, 463, 610]
ote-organization-name: ΟΡΓΑΝΙΣΜΟΣ ΤΗΛΕΠΙΚΟΙΝΩΝΙΩΝ ΤΗΣ ΕΛΛΑΔΟΣ — [547, 1875, 750, 1902]
fx-buy-value: 17,710 — [95, 1967, 118, 1977]
article-front-body — [635, 1087, 774, 1361]
polytechnio-section — [1467, 463, 1591, 570]
ote-body — [491, 1963, 759, 2049]
article-reply-title: Αποσπασματική απάντηση στους εργατοϋπαλλήλους — [1342, 56, 1440, 102]
funeral-text: Τον αγαπημένο μας σύζυγο, πατέρα και παππού ΑΡΓΥΡΗ ΚΑΡΖΗ κηδεύουμε σήμερα Τετάρτη, στις 3.30 μ.μ., από τον Ιερό Ναό Αγίου Δημητρίου Πατησίων. Η οικογένειά του. Αντί στεφάνων, εισφορές στον «Ριζοσπάστη». — [328, 2201, 456, 2277]
section-head: Τράπεζα Ελλάδος — [825, 907, 905, 919]
section-head: Το ΚΚ Νορβηγίας — [351, 990, 433, 1002]
stock-lines — [16, 2139, 153, 2223]
paragraph: Με ανακοίνωσή της η Εκτελεστική Επιτροπή του ΕΣΑΚ καλεί τους εργαζόμενους να συσπειρωθούν σε πανδημοκρατικό μέτωπο κοινής δράσης για την υπεράσπιση των συνδικαλιστικών ελευθεριών, την υπογραφή ικανοποιητικών συλλογικών συμβάσεων και την αναχαίτιση της αντιλαϊκής πολιτικής. — [634, 1086, 773, 1188]
paragraph: Οι προτάσεις, τονίζεται, απευθύνονται σε όλα τα δημοκρατικά κόμματα, στις προοδευτικές προσωπικότητες και στους ανένταχτους δημοκράτες, και δεν στρέφονται ενάντια σε κανέναν, παρά μόνο ενάντια στην αντιλαϊκή πολιτική. — [1076, 934, 1188, 1037]
fx-buy-value: 6,852 — [99, 1990, 118, 2000]
article-strike-head — [787, 50, 1310, 136]
paragraph: Όλα αυτά αποδείχνουν ότι ο πληθωρισμός παραμένει αμείωτος και ότι οι εξαγγελίες για «σταθεροποίηση» δεν έχουν αντίκρισμα. Για τους εργαζόμενους το συμπέρασμα είναι ένα: ο τιμάριθμος ροκανίζει σταθερά μισθούς και συντάξεις και η «αντιπληθωριστική πολιτική» μεταφράζεται σε νέα βάρη για τα λαϊκά στρώματα. — [167, 275, 307, 378]
article-front-title: ΣΕ ΠΑΝΔΗΜΟΚΡΑΤΙΚΟ ΜΕΤΩΠΟ ΚΟΙΝΗΣ ΔΡΑΣΗΣ ΚΑΛΟΥΝΤΑΙ ΟΙ ΕΡΓΑΖΟΜΕΝΟΙ — [640, 972, 768, 1052]
